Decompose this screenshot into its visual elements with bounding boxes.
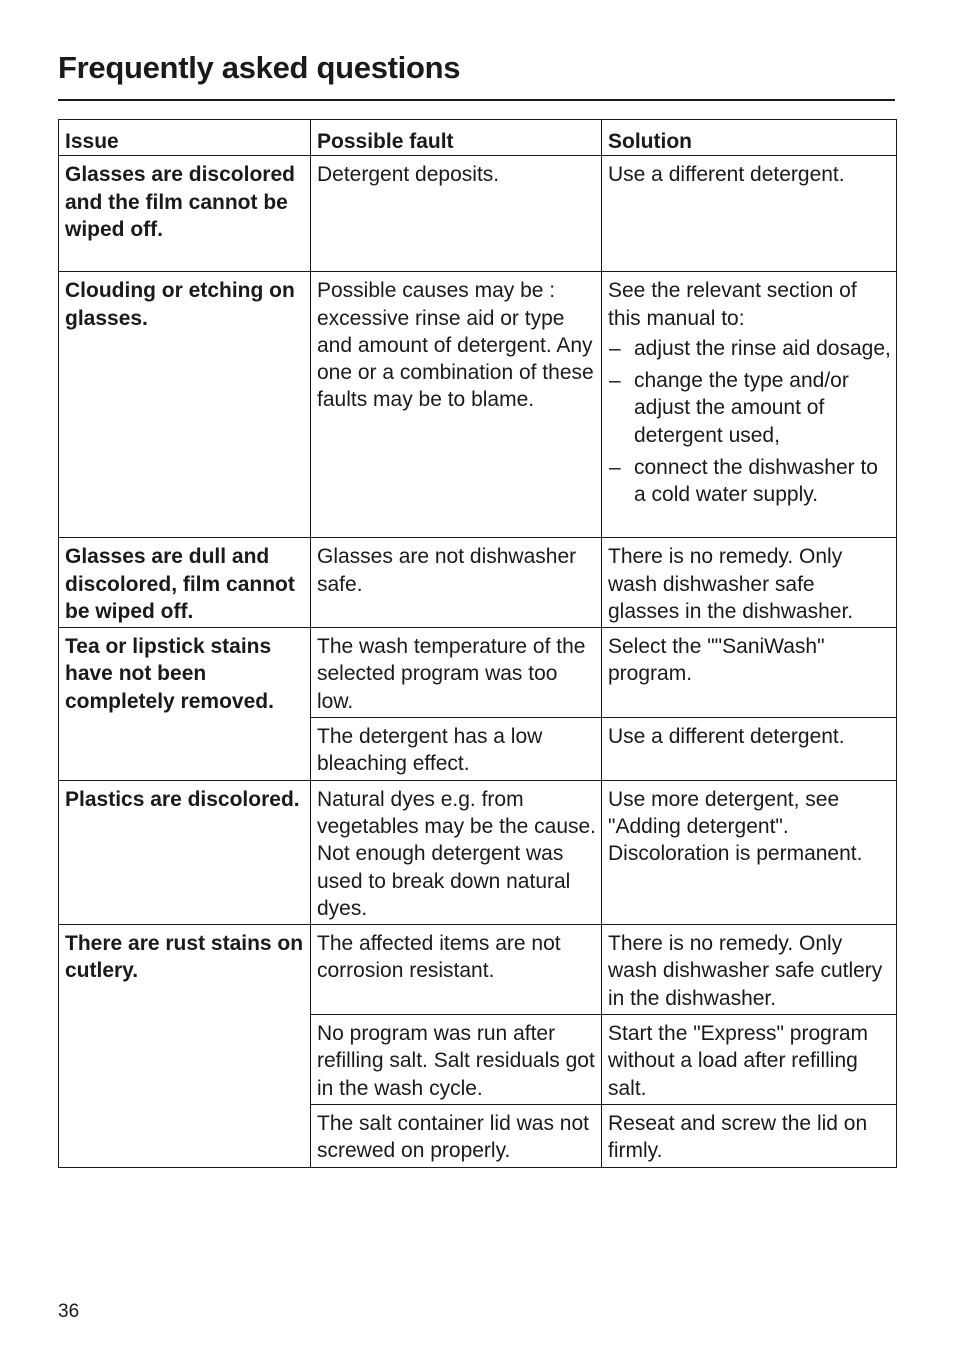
header-solution: Solution [602, 120, 897, 156]
list-item-text: adjust the rinse aid dosage, [634, 336, 891, 360]
issue-cell: Tea or lipstick stains have not been completely removed. [59, 628, 311, 780]
issue-cell: Glasses are dull and discolored, film cannot be wiped off. [59, 538, 311, 628]
list-item [608, 335, 891, 362]
solution-cell [602, 272, 897, 538]
solution-cell: Select the ""SaniWash" program. [602, 628, 897, 718]
solution-cell: Use a different detergent. [602, 156, 897, 272]
solution-cell: There is no remedy. Only wash dishwasher safe glasses in the dishwasher. [602, 538, 897, 628]
header-issue: Issue [59, 120, 311, 156]
table-row [59, 156, 897, 272]
page-title: Frequently asked questions [58, 50, 461, 85]
solution-cell: Start the "Express" program without a load after refilling salt. [602, 1015, 897, 1105]
list-item-text: connect the dishwasher to a cold water supply. [634, 456, 878, 507]
list-item [608, 367, 891, 449]
fault-cell: No program was run after refilling salt. Salt residuals got in the wash cycle. [311, 1015, 602, 1105]
solution-cell: Use a different detergent. [602, 718, 897, 781]
issue-cell: Glasses are discolored and the film cannot be wiped off. [59, 156, 311, 272]
fault-cell: The salt container lid was not screwed on properly. [311, 1104, 602, 1167]
solution-list [608, 335, 891, 509]
list-item-text: change the type and/or adjust the amount of detergent used, [634, 369, 849, 447]
fault-cell: Possible causes may be : excessive rinse aid or type and amount of detergent. Any one or a combination of these faults may be to blame. [311, 272, 602, 538]
dash-bullet: – [609, 456, 621, 480]
issue-cell: Plastics are discolored. [59, 780, 311, 924]
fault-cell: The wash temperature of the selected program was too low. [311, 628, 602, 718]
table-row [59, 628, 897, 718]
dash-bullet: – [609, 336, 621, 360]
page-number: 36 [58, 1301, 80, 1322]
fault-cell: The detergent has a low bleaching effect. [311, 718, 602, 781]
list-item [608, 454, 891, 509]
issue-cell: Clouding or etching on glasses. [59, 272, 311, 538]
table-row [59, 538, 897, 628]
fault-cell: Glasses are not dishwasher safe. [311, 538, 602, 628]
table-row [59, 780, 897, 924]
solution-cell: There is no remedy. Only wash dishwasher safe cutlery in the dishwasher. [602, 925, 897, 1015]
fault-cell: Detergent deposits. [311, 156, 602, 272]
table-row [59, 925, 897, 1015]
solution-cell: Use more detergent, see "Adding detergent". Discoloration is permanent. [602, 780, 897, 924]
fault-cell: Natural dyes e.g. from vegetables may be the cause. Not enough detergent was used to break down natural dyes. [311, 780, 602, 924]
issue-cell: There are rust stains on cutlery. [59, 925, 311, 1167]
header-possible-fault: Possible fault [311, 120, 602, 156]
solution-cell: Reseat and screw the lid on firmly. [602, 1104, 897, 1167]
title-divider [58, 99, 895, 101]
dash-bullet: – [609, 369, 621, 393]
solution-intro: See the relevant section of this manual to: [608, 279, 857, 330]
fault-cell: The affected items are not corrosion resistant. [311, 925, 602, 1015]
faq-table [58, 119, 897, 1168]
table-row [59, 272, 897, 538]
table-header-row [59, 120, 897, 156]
